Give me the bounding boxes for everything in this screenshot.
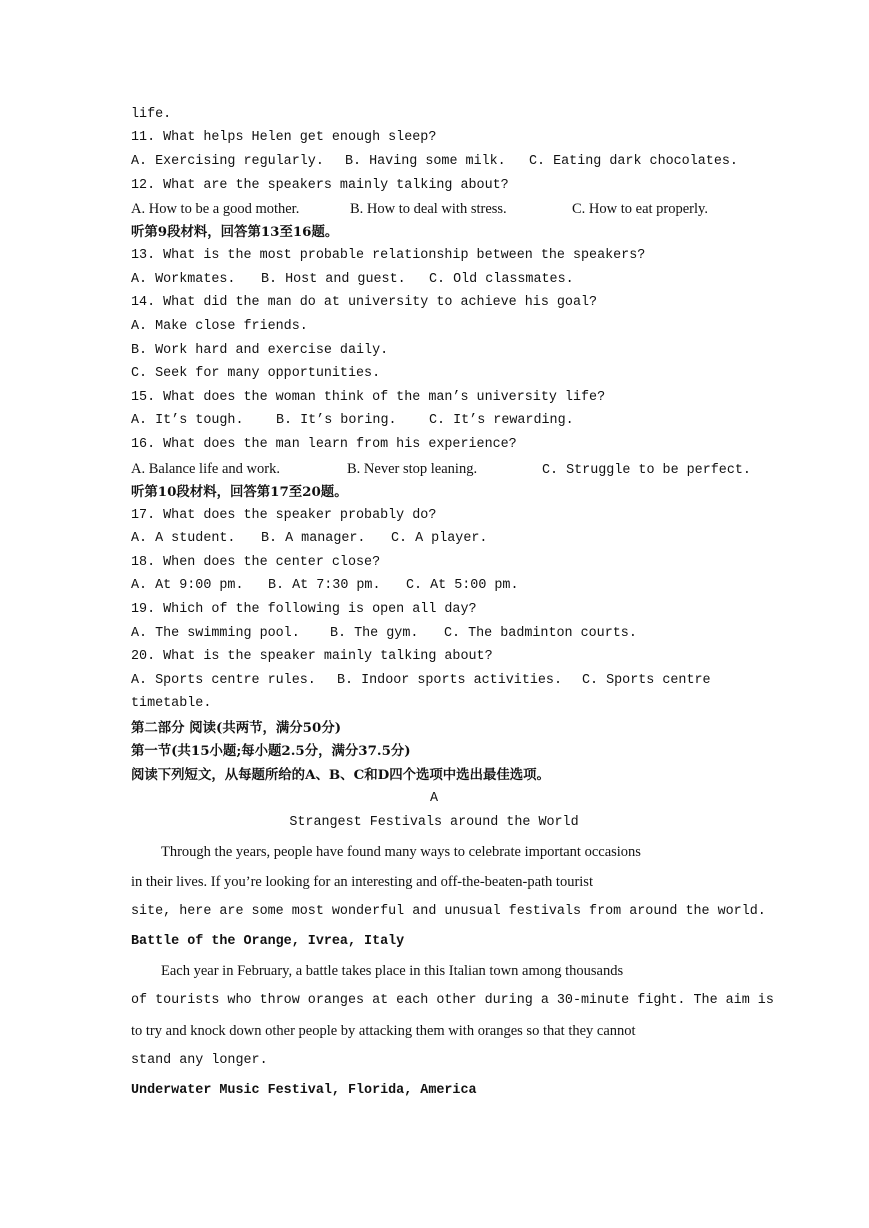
festival-heading-1: Battle of the Orange, Ivrea, Italy	[131, 934, 405, 949]
part-2-section-1: 第一节(共15小题;每小题2.5分，满分37.5分)	[131, 743, 411, 759]
question-16-stem: 16. What does the man learn from his experience?	[131, 437, 517, 452]
intro-line-2: in their lives. If you’re looking for an interesting and off-the-beaten-path tourist	[131, 874, 593, 890]
question-20-option-c-continuation: timetable.	[131, 696, 212, 711]
section-10-heading: 听第10段材料，回答第17至20题。	[131, 484, 348, 500]
option-a: A. Balance life and work.	[131, 461, 280, 477]
option-c: C. Sports centre	[582, 673, 711, 688]
q10-continuation: life.	[131, 107, 172, 122]
question-12-stem: 12. What are the speakers mainly talking about?	[131, 178, 509, 193]
option-c: C. How to eat properly.	[572, 201, 708, 217]
option-a: A. Exercising regularly.	[131, 154, 324, 169]
para1-line-4: stand any longer.	[131, 1053, 268, 1068]
option-b: B. Having some milk.	[345, 154, 506, 169]
option-c: C. It’s rewarding.	[429, 413, 574, 428]
option-c: C. A player.	[391, 531, 488, 546]
festival-heading-2: Underwater Music Festival, Florida, America	[131, 1083, 477, 1098]
option-a: A. A student.	[131, 531, 236, 546]
question-18-stem: 18. When does the center close?	[131, 555, 381, 570]
question-18-options	[131, 576, 519, 596]
question-13-stem: 13. What is the most probable relationship between the speakers?	[131, 248, 646, 263]
question-19-options	[131, 624, 637, 644]
question-15-stem: 15. What does the woman think of the man’s university life?	[131, 390, 606, 405]
question-12-options	[131, 199, 708, 219]
question-14-option-a: A. Make close friends.	[131, 319, 308, 334]
para1-line-2: of tourists who throw oranges at each other during a 30-minute fight. The aim is	[131, 993, 774, 1008]
question-15-options	[131, 411, 574, 431]
option-b: B. Host and guest.	[261, 272, 406, 287]
question-14-option-c: C. Seek for many opportunities.	[131, 366, 381, 381]
section-9-heading: 听第9段材料，回答第13至16题。	[131, 224, 339, 240]
option-b: B. The gym.	[330, 626, 419, 641]
question-14-option-b: B. Work hard and exercise daily.	[131, 343, 389, 358]
option-b: B. At 7:30 pm.	[268, 578, 381, 593]
part-2-instructions: 阅读下列短文，从每题所给的A、B、C和D四个选项中选出最佳选项。	[131, 767, 550, 783]
question-20-stem: 20. What is the speaker mainly talking about?	[131, 649, 493, 664]
question-19-stem: 19. Which of the following is open all day?	[131, 602, 477, 617]
question-17-options	[131, 529, 487, 549]
question-14-stem: 14. What did the man do at university to achieve his goal?	[131, 295, 598, 310]
question-17-stem: 17. What does the speaker probably do?	[131, 508, 437, 523]
option-c: C. The badminton courts.	[444, 626, 637, 641]
option-a: A. Sports centre rules.	[131, 673, 316, 688]
question-20-options	[131, 671, 711, 691]
question-13-options	[131, 270, 574, 290]
option-a: A. Workmates.	[131, 272, 236, 287]
option-a: A. The swimming pool.	[131, 626, 300, 641]
option-b: B. It’s boring.	[276, 413, 397, 428]
option-a: A. How to be a good mother.	[131, 201, 300, 217]
option-b: B. How to deal with stress.	[350, 201, 507, 217]
para1-line-3: to try and knock down other people by attacking them with oranges so that they cannot	[131, 1023, 636, 1039]
passage-letter: A	[429, 791, 439, 806]
option-a: A. At 9:00 pm.	[131, 578, 244, 593]
question-11-options	[131, 152, 738, 172]
option-c: C. Eating dark chocolates.	[529, 154, 738, 169]
option-c: C. Old classmates.	[429, 272, 574, 287]
question-11-stem: 11. What helps Helen get enough sleep?	[131, 130, 437, 145]
option-b: B. A manager.	[261, 531, 366, 546]
passage-title: Strangest Festivals around the World	[289, 815, 579, 830]
intro-line-1: Through the years, people have found many ways to celebrate important occasions	[161, 844, 641, 860]
question-16-options	[131, 459, 751, 481]
option-a: A. It’s tough.	[131, 413, 244, 428]
part-2-title: 第二部分 阅读(共两节，满分50分)	[131, 720, 342, 736]
option-c: C. At 5:00 pm.	[406, 578, 519, 593]
option-b: B. Never stop leaning.	[347, 461, 478, 477]
para1-line-1: Each year in February, a battle takes place in this Italian town among thousands	[161, 963, 624, 979]
intro-line-3: site, here are some most wonderful and unusual festivals from around the world.	[131, 904, 766, 919]
option-c: C. Struggle to be perfect.	[542, 463, 751, 478]
option-b: B. Indoor sports activities.	[337, 673, 562, 688]
